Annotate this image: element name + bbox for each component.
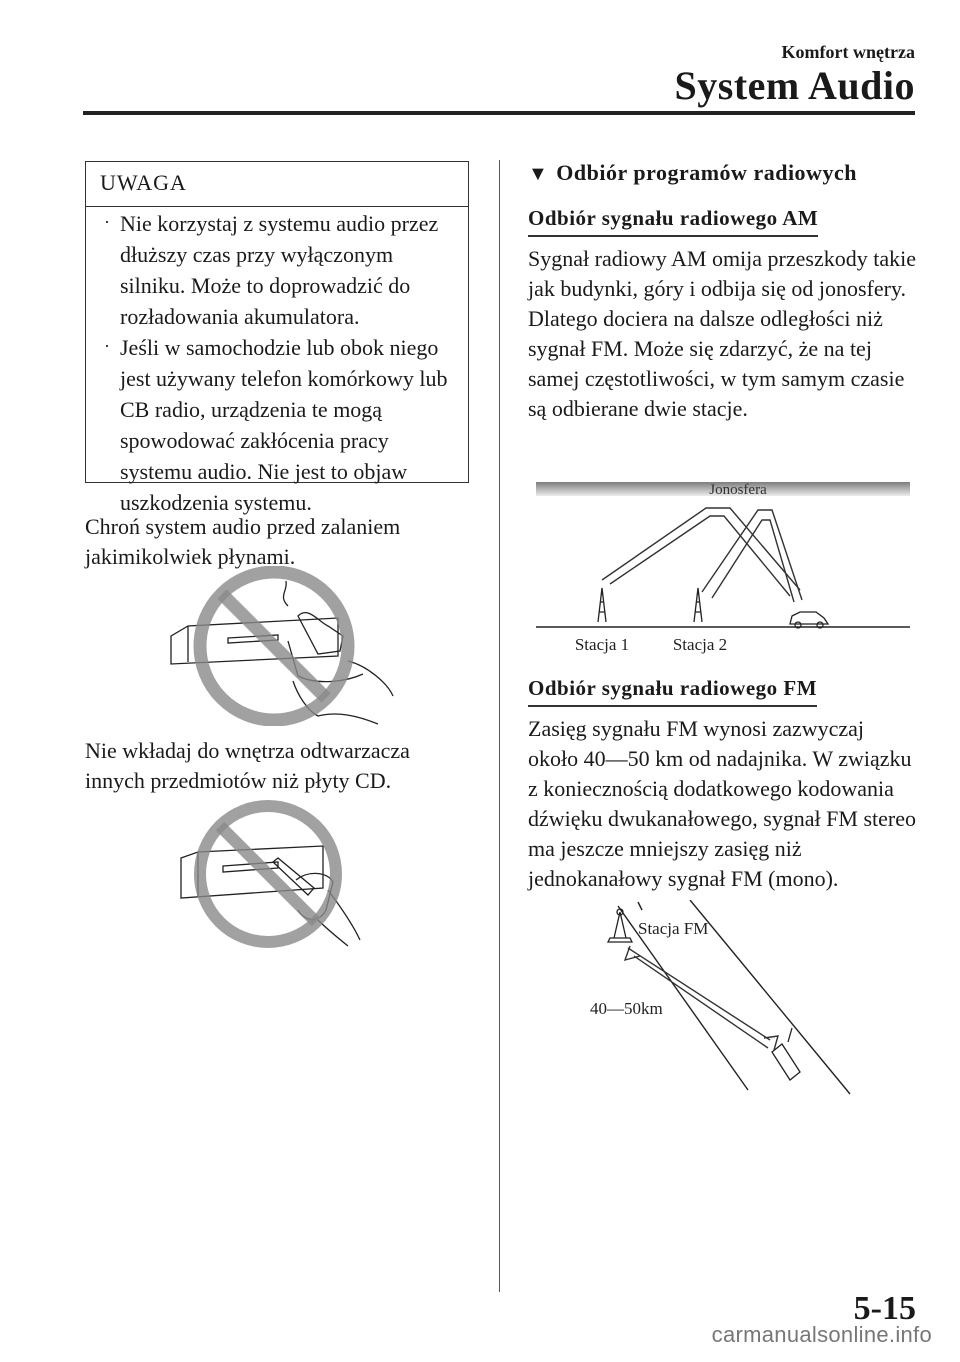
fm-heading: Odbiór sygnału radiowego FM xyxy=(528,676,817,707)
bullet-icon: · xyxy=(104,336,110,356)
note-list xyxy=(100,208,460,518)
liquid-warning-text: Chroń system audio przed zalaniem jakimikolwiek płynami. xyxy=(85,514,401,569)
am-signal-arrows xyxy=(602,508,802,602)
column-divider xyxy=(499,160,500,1292)
hand-with-object-drawing xyxy=(273,858,360,946)
objects-warning-text: Nie wkładaj do wnętrza odtwarzacza innych przedmiotów niż płyty CD. xyxy=(85,738,410,793)
fm-station-icon xyxy=(608,909,632,942)
fm-range-label: 40―50km xyxy=(590,999,663,1018)
note-separator xyxy=(86,206,468,207)
radio-reception-heading-text: Odbiór programów radiowych xyxy=(556,160,857,185)
chapter-title: System Audio xyxy=(674,63,915,108)
watermark-link[interactable]: carmanualsonline.info xyxy=(711,1322,932,1347)
note-item-text: Nie korzystaj z systemu audio przez dłuższy czas przy wyłączonym silniku. Może to doprowadzić do rozładowania akumulatora. xyxy=(120,211,439,329)
station-2-label: Stacja 2 xyxy=(672,635,728,654)
fm-description: Zasięg sygnału FM wynosi zazwyczaj około 40―50 km od nadajnika. W związku z koniecznością dodatkowego kodowania dźwięku dwukanałowego, sygnał FM stereo ma jeszcze mniejszy zasięg niż jednokanałowy sygnał FM (mono). xyxy=(528,716,916,891)
am-heading: Odbiór sygnału radiowego AM xyxy=(528,206,818,237)
page-number: 5-15 xyxy=(853,1290,916,1327)
car-icon xyxy=(790,612,828,628)
note-item-text: Jeśli w samochodzie lub obok niego jest używany telefon komórkowy lub CB radio, urządzenia te mogą spowodować zakłócenia pracy systemu audio. Nie jest to objaw uszkodzenia systemu. xyxy=(120,335,448,515)
no-liquid-illustration xyxy=(168,566,400,726)
am-reception-diagram xyxy=(528,472,912,662)
radio-reception-heading xyxy=(528,160,857,186)
prohibition-slash-icon xyxy=(220,826,316,922)
triangle-marker-icon: ▼ xyxy=(528,163,549,185)
am-description: Sygnał radiowy AM omija przeszkody takie jak budynki, góry i odbija się od jonosfery. Dlatego dociera na dalsze odległości niż sygnał FM. Może się zdarzyć, że na tej samej częstotliwości, w tym samym czasie są odbierane dwie stacje. xyxy=(528,246,916,421)
station-2-tower-icon xyxy=(694,588,702,622)
note-item xyxy=(100,332,460,518)
section-name: Komfort wnętrza xyxy=(781,42,915,62)
range-arrow-icon xyxy=(625,946,778,1050)
header-rule xyxy=(83,111,915,115)
prohibition-slash-icon xyxy=(222,594,326,698)
note-item xyxy=(100,208,460,332)
note-box xyxy=(85,161,469,515)
ionosphere-label: Jonosfera xyxy=(709,482,767,498)
no-objects-illustration xyxy=(178,800,368,948)
station-1-tower-icon xyxy=(598,588,606,622)
bullet-icon: · xyxy=(104,212,110,232)
note-title: UWAGA xyxy=(100,170,187,195)
station-1-label: Stacja 1 xyxy=(574,635,630,654)
fm-reception-diagram xyxy=(570,900,860,1096)
fm-station-label: Stacja FM xyxy=(638,919,709,938)
